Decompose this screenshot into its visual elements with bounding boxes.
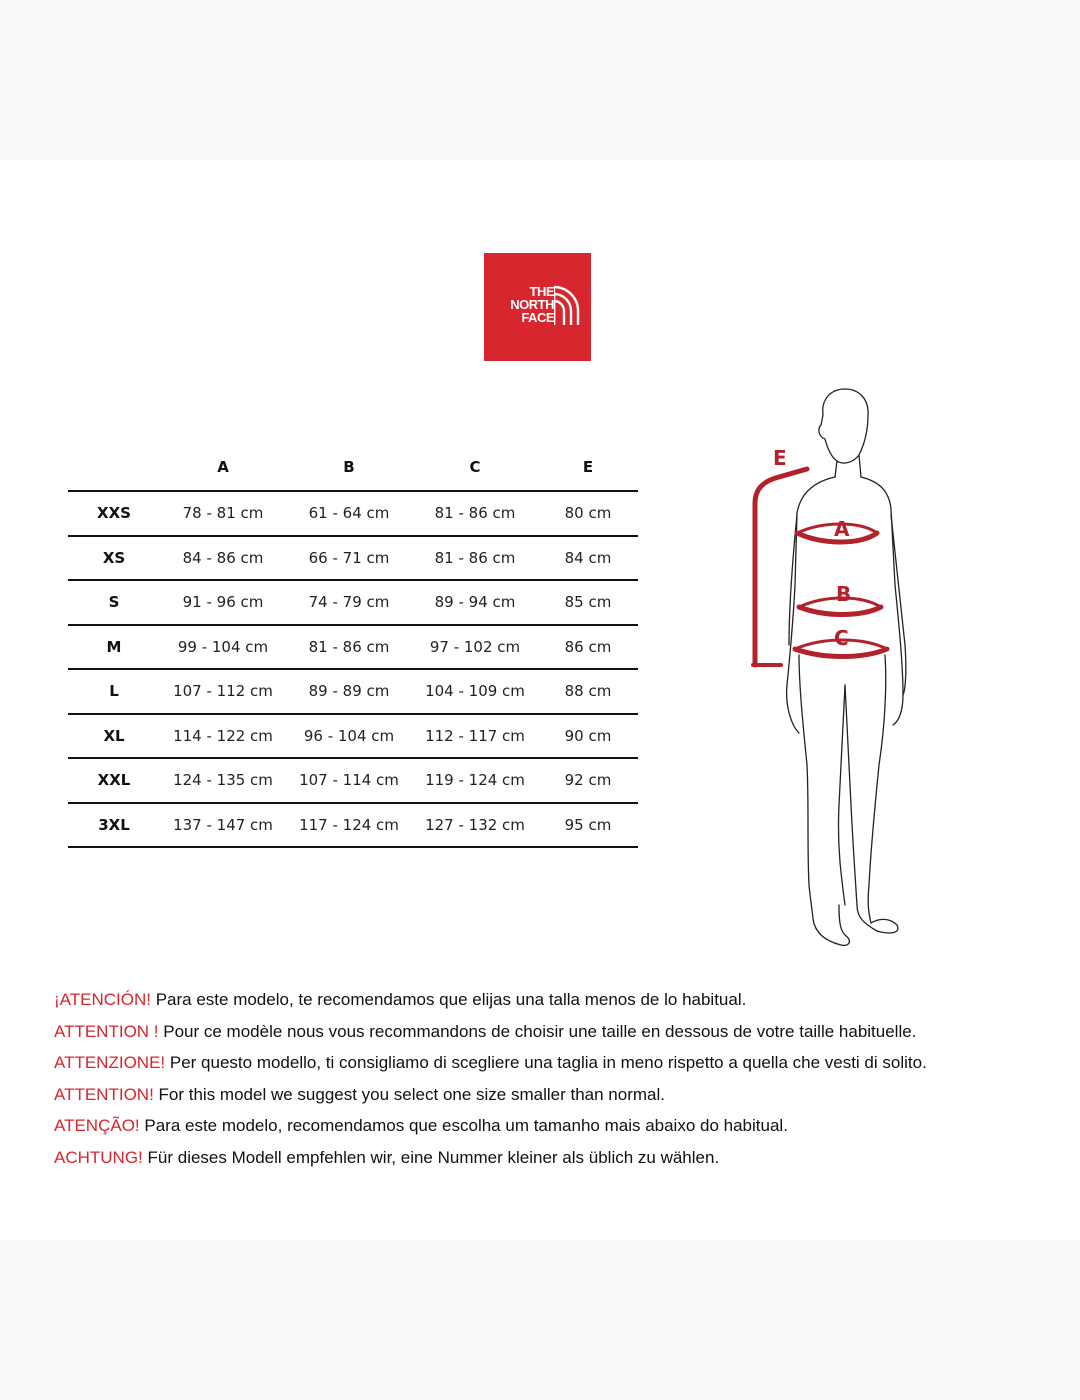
cell-a: 124 - 135 cm [160, 758, 286, 803]
cell-c: 119 - 124 cm [412, 758, 538, 803]
logo-line-3: FACE [521, 310, 554, 325]
size-label: XXL [68, 758, 160, 803]
size-chart-table [68, 443, 638, 848]
note-label: ¡ATENCIÓN! [54, 990, 151, 1009]
logo-arcs-icon [554, 285, 580, 325]
cell-b: 74 - 79 cm [286, 580, 412, 625]
cell-c: 81 - 86 cm [412, 536, 538, 581]
cell-b: 96 - 104 cm [286, 714, 412, 759]
cell-a: 99 - 104 cm [160, 625, 286, 670]
cell-a: 114 - 122 cm [160, 714, 286, 759]
note-fr [54, 1018, 1064, 1050]
note-label: ATTENZIONE! [54, 1053, 166, 1072]
label-b: B [836, 582, 852, 606]
size-advice-notes [54, 986, 1064, 1175]
cell-b: 117 - 124 cm [286, 803, 412, 848]
note-en [54, 1081, 1064, 1113]
note-label: ACHTUNG! [54, 1147, 143, 1167]
table-row [68, 803, 638, 848]
note-label: ATTENTION ! [54, 1021, 159, 1041]
cell-e: 90 cm [538, 714, 638, 759]
cell-b: 89 - 89 cm [286, 669, 412, 714]
table-row [68, 669, 638, 714]
cell-c: 104 - 109 cm [412, 669, 538, 714]
table-row [68, 625, 638, 670]
table-header-row [68, 443, 638, 491]
size-label: 3XL [68, 803, 160, 848]
cell-c: 127 - 132 cm [412, 803, 538, 848]
column-header-b: B [286, 443, 412, 491]
table-row [68, 491, 638, 536]
note-text: Per questo modello, ti consigliamo di scegliere una taglia in meno rispetto a quella che vesti di solito. [169, 1053, 927, 1072]
cell-c: 112 - 117 cm [412, 714, 538, 759]
cell-b: 81 - 86 cm [286, 625, 412, 670]
column-header-c: C [412, 443, 538, 491]
column-header-size [68, 443, 160, 491]
cell-c: 97 - 102 cm [412, 625, 538, 670]
cell-b: 66 - 71 cm [286, 536, 412, 581]
body-outline [787, 389, 906, 945]
cell-e: 80 cm [538, 491, 638, 536]
brand-logo [484, 253, 591, 361]
cell-c: 89 - 94 cm [412, 580, 538, 625]
note-de [54, 1144, 1064, 1176]
table-row [68, 536, 638, 581]
cell-e: 95 cm [538, 803, 638, 848]
cell-e: 86 cm [538, 625, 638, 670]
note-es [54, 986, 1064, 1018]
cell-e: 92 cm [538, 758, 638, 803]
cell-a: 91 - 96 cm [160, 580, 286, 625]
size-label: L [68, 669, 160, 714]
measurement-lines [753, 469, 887, 665]
cell-b: 61 - 64 cm [286, 491, 412, 536]
note-label: ATENÇÃO! [54, 1116, 140, 1135]
size-label: XL [68, 714, 160, 759]
measure-b-line [799, 607, 881, 615]
cell-b: 107 - 114 cm [286, 758, 412, 803]
cell-c: 81 - 86 cm [412, 491, 538, 536]
table-row [68, 758, 638, 803]
note-text: Para este modelo, te recomendamos que elijas una talla menos de lo habitual. [155, 990, 747, 1009]
note-it [54, 1049, 1064, 1081]
note-text: Für dieses Modell empfehlen wir, eine Nummer kleiner als üblich zu wählen. [147, 1147, 720, 1167]
label-e: E [773, 446, 787, 470]
note-text: Para este modelo, recomendamos que escolha um tamanho mais abaixo do habitual. [144, 1116, 788, 1135]
label-c: C [834, 626, 849, 650]
label-a: A [834, 517, 850, 541]
body-measurement-figure [745, 385, 925, 950]
note-text: For this model we suggest you select one size smaller than normal. [158, 1084, 665, 1104]
table-row [68, 580, 638, 625]
logo-wordmark [494, 285, 554, 324]
note-label: ATTENTION! [54, 1084, 154, 1104]
column-header-e: E [538, 443, 638, 491]
note-text: Pour ce modèle nous vous recommandons de choisir une taille en dessous de votre taille habituelle. [163, 1021, 917, 1041]
cell-e: 85 cm [538, 580, 638, 625]
measure-e-line [755, 469, 807, 665]
cell-e: 84 cm [538, 536, 638, 581]
measure-c-line [795, 649, 887, 657]
cell-a: 107 - 112 cm [160, 669, 286, 714]
size-label: S [68, 580, 160, 625]
size-label: M [68, 625, 160, 670]
table-row [68, 714, 638, 759]
logo-line-2: NORTH [510, 297, 554, 312]
cell-e: 88 cm [538, 669, 638, 714]
logo-line-1: THE [529, 284, 554, 299]
column-header-a: A [160, 443, 286, 491]
note-pt [54, 1112, 1064, 1144]
cell-a: 84 - 86 cm [160, 536, 286, 581]
size-label: XXS [68, 491, 160, 536]
size-label: XS [68, 536, 160, 581]
cell-a: 78 - 81 cm [160, 491, 286, 536]
cell-a: 137 - 147 cm [160, 803, 286, 848]
